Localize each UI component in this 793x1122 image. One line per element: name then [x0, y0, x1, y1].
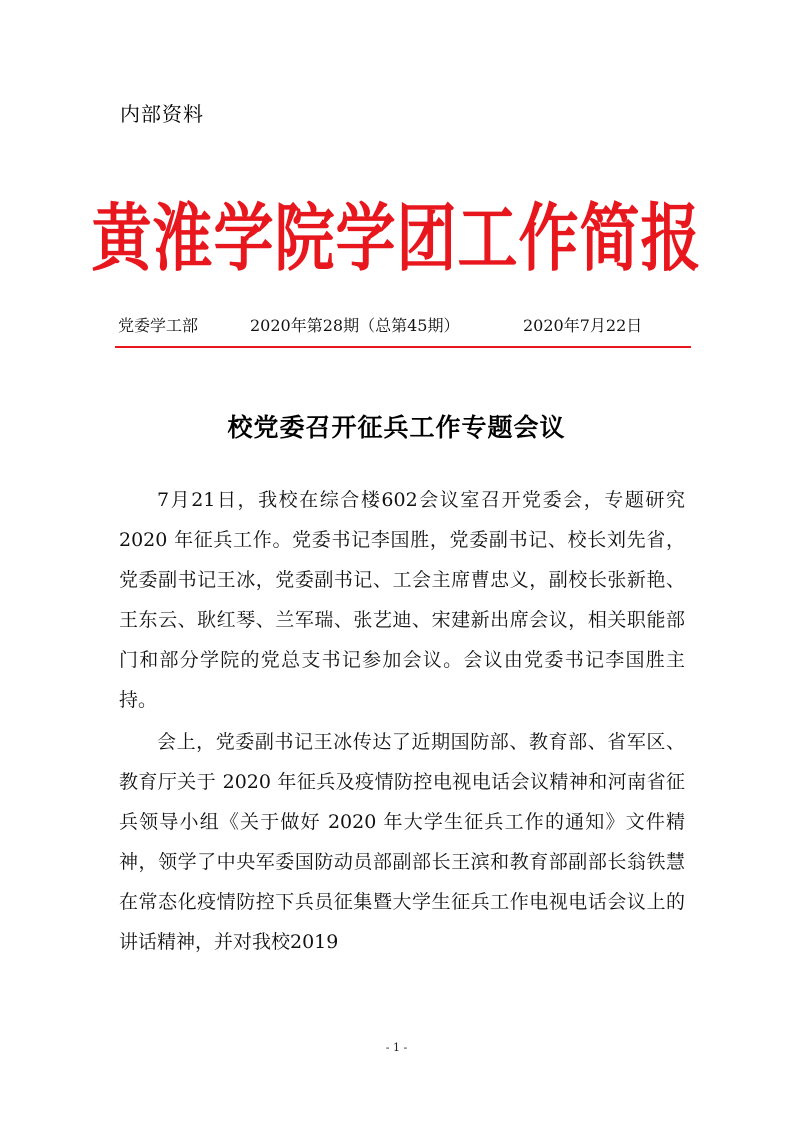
- masthead-divider: [115, 346, 691, 348]
- issue-department: 党委学工部: [118, 316, 199, 335]
- article-paragraph: 7月21日，我校在综合楼602会议室召开党委会，专题研究 2020 年征兵工作。党委书记李国胜，党委副书记、校长刘先省，党委副书记王冰，党委副书记、工会主席曹忠义，副校长张新艳、王东云、耿红琴、兰军瑞、张艺迪、宋建新出席会议，相关职能部门和部分学院的党总支书记参加会议。会议由党委书记李国胜主持。: [119, 489, 685, 711]
- issue-number: 2020年第28期（总第45期）: [250, 316, 460, 335]
- article-body: [119, 480, 685, 964]
- newsletter-masthead: 黄淮学院学团工作简报: [91, 196, 702, 282]
- issue-info-line: [118, 313, 688, 389]
- page-number: - 1 -: [385, 1041, 408, 1054]
- classification-label: 内部资料: [120, 102, 204, 126]
- issue-date: 2020年7月22日: [523, 316, 643, 335]
- article-paragraph: 会上，党委副书记王冰传达了近期国防部、教育部、省军区、教育厅关于 2020 年征兵及疫情防控电视电话会议精神和河南省征兵领导小组《关于做好 2020 年大学生征兵工作的通知》文件精神，领学了中央军委国防动员部副部长王滨和教育部副部长翁铁慧在常态化疫情防控下兵员征集暨大学生征兵工作电视电话会议上的讲话精神，并对我校2019: [119, 731, 685, 953]
- article-title: 校党委召开征兵工作专题会议: [227, 413, 566, 442]
